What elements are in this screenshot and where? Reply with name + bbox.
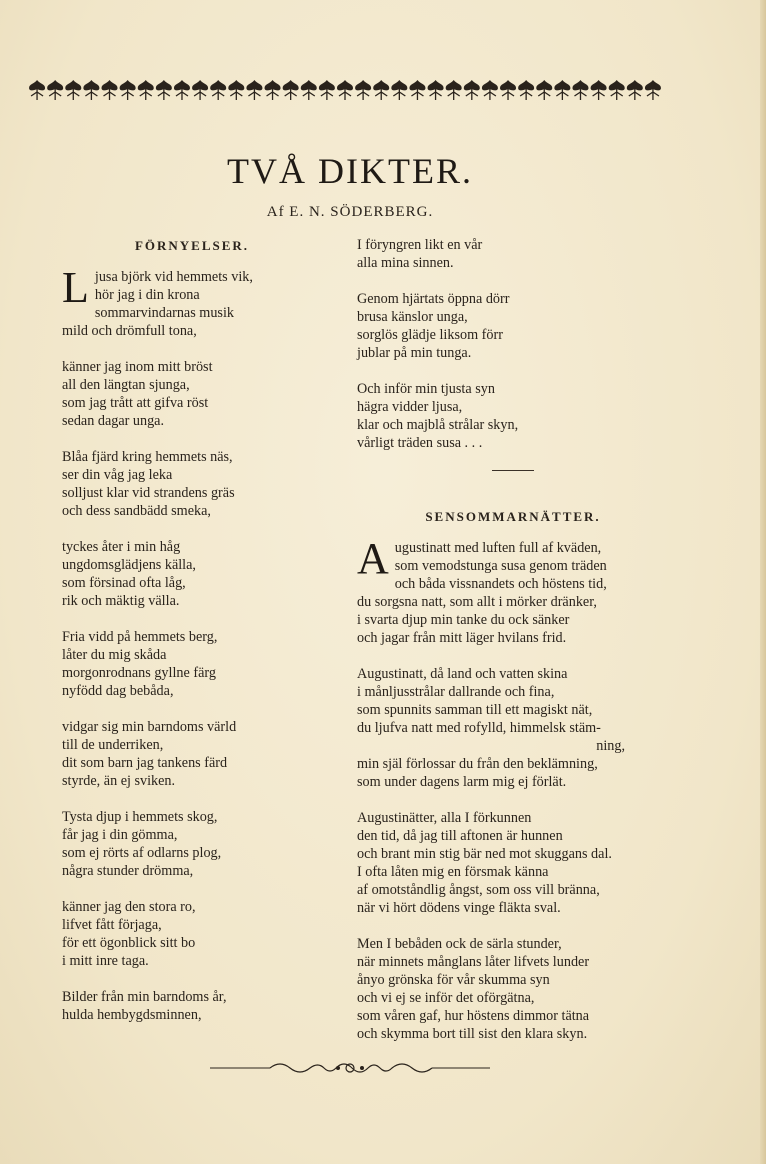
verse-line: vårligt träden susa . . . [357,435,483,451]
poem1-continued [357,236,669,452]
verse-line: du ljufva natt med rofylld, himmelsk stäm- [357,720,601,736]
fleuron-unit [156,80,172,100]
left-column [62,236,322,1042]
verse-line: Blåa fjärd kring hemmets näs, [62,449,233,465]
fleuron-unit [337,80,353,100]
verse-line: hulda hembygdsminnen, [62,1007,202,1023]
verse-line: rik och mäktig välla. [62,593,180,609]
verse-line: den tid, då jag till aftonen är hunnen [357,828,563,844]
verse-line: mild och drömfull tona, [62,323,197,339]
fleuron-border-icon [28,78,662,104]
fleuron-unit [355,80,371,100]
fleuron-unit [301,80,317,100]
stanza [62,538,322,610]
poem1-body [62,263,322,1024]
stanza [357,534,669,647]
verse-line: som ej rörts af odlarns plog, [62,845,222,861]
fleuron-unit [518,80,534,100]
fleuron-unit [192,80,208,100]
verse-line: sommarvindarnas musik [94,305,234,321]
right-column [357,236,669,1061]
drop-cap: A [357,534,389,583]
verse-line: min själ förlossar du från den beklämning, [357,756,598,772]
verse-line: ungdomsglädjens källa, [62,557,196,573]
fleuron-unit [174,80,190,100]
verse-line: i månljusstrålar dallrande och fina, [357,684,555,700]
verse-line: några stunder drömma, [62,863,194,879]
page-title: TVÅ DIKTER. [227,151,473,191]
verse-line: till de underriken, [62,737,164,753]
verse-line: Bilder från min barndoms år, [62,989,227,1005]
stanza [62,808,322,880]
verse-line: jusa björk vid hemmets vik, [94,269,253,285]
scroll-flourish-icon [210,1058,490,1078]
verse-line: när minnets månglans låter lifvets lunder [357,954,590,970]
fleuron-unit [591,80,607,100]
verse-line: dit som barn jag tankens färd [62,755,228,771]
fleuron-unit [283,80,299,100]
verse-line: som under dagens larm mig ej förlät. [357,774,567,790]
verse-line: som jag trått att gifva röst [62,395,209,411]
verse-line: du sorgsna natt, som allt i mörker dränker, [357,594,597,610]
verse-line: vidgar sig min barndoms värld [62,719,237,735]
poem2-body [357,534,669,1043]
stanza [62,718,322,790]
verse-line: som vemodstunga susa genom träden [394,558,607,574]
verse-line: tyckes åter i min håg [62,539,181,555]
fleuron-unit [391,80,407,100]
section-divider [492,470,534,471]
verse-line: ning, [596,738,625,754]
verse-line: solljust klar vid strandens gräs [62,485,235,501]
poem2-heading: SENSOMMARNÄTTER. [425,509,601,524]
fleuron-unit [482,80,498,100]
verse-line: alla mina sinnen. [357,255,454,271]
verse-line: ånyo grönska för vår skumma syn [357,972,550,988]
fleuron-unit [446,80,462,100]
verse-line: och jagar från mitt läger hvilans frid. [357,630,567,646]
fleuron-unit [29,80,45,100]
fleuron-unit [120,80,136,100]
fleuron-unit [228,80,244,100]
verse-line: Fria vidd på hemmets berg, [62,629,218,645]
fleuron-unit [47,80,63,100]
verse-line: klar och majblå strålar skyn, [357,417,519,433]
verse-line: Tysta djup i hemmets skog, [62,809,218,825]
fleuron-unit [102,80,118,100]
verse-line: känner jag inom mitt bröst [62,359,213,375]
fleuron-unit [265,80,281,100]
verse-line: I föryngren likt en vår [357,237,483,253]
fleuron-unit [645,80,661,100]
stanza [357,236,669,272]
verse-line: och vi ej se inför det oförgätna, [357,990,535,1006]
verse-line: och skymma bort till sist den klara skyn. [357,1026,588,1042]
verse-line: känner jag den stora ro, [62,899,196,915]
verse-line: af omotståndlig ångst, som oss vill bränna, [357,882,600,898]
stanza [62,263,322,340]
fleuron-unit [210,80,226,100]
verse-line: all den längtan sjunga, [62,377,190,393]
verse-line: ser din våg jag leka [62,467,173,483]
stanza [357,380,669,452]
stanza [357,290,669,362]
stanza [357,665,669,791]
poem1-heading: FÖRNYELSER. [134,238,250,253]
author-byline: Af E. N. SÖDERBERG. [266,204,434,220]
verse-line: Genom hjärtats öppna dörr [357,291,510,307]
fleuron-unit [609,80,625,100]
verse-line: och dess sandbädd smeka, [62,503,211,519]
verse-line: morgonrodnans gyllne färg [62,665,216,681]
verse-line: som spunnits samman till ett magiskt nät, [357,702,593,718]
stanza [357,809,669,917]
stanza [62,448,322,520]
stanza [62,988,322,1024]
verse-line: hägra vidder ljusa, [357,399,463,415]
verse-line: hör jag i din krona [94,287,200,303]
verse-line: Augustinatt, då land och vatten skina [357,666,568,682]
verse-line: får jag i din gömma, [62,827,178,843]
verse-line: brusa känslor unga, [357,309,468,325]
fleuron-unit [319,80,335,100]
verse-line: Augustinätter, alla I förkunnen [357,810,532,826]
verse-line: Men I bebåden ock de särla stunder, [357,936,562,952]
stanza [62,358,322,430]
fleuron-unit [83,80,99,100]
verse-line: som våren gaf, hur höstens dimmor tätna [357,1008,590,1024]
verse-line: och båda vissnandets och höstens tid, [394,576,607,592]
fleuron-unit [536,80,552,100]
verse-line: nyfödd dag bebåda, [62,683,174,699]
stanza [62,628,322,700]
verse-line: för ett ögonblick sitt bo [62,935,196,951]
verse-line: I ofta låten mig en försmak känna [357,864,549,880]
stanza [357,935,669,1043]
fleuron-unit [65,80,81,100]
verse-line: sedan dagar unga. [62,413,165,429]
fleuron-unit [554,80,570,100]
fleuron-unit [500,80,516,100]
verse-line: och brant min stig bär ned mot skuggans dal. [357,846,612,862]
verse-line: Och inför min tjusta syn [357,381,495,397]
verse-line: ugustinatt med luften full af kväden, [394,540,602,556]
drop-cap: L [62,263,89,312]
fleuron-unit [246,80,262,100]
fleuron-unit [428,80,444,100]
verse-line: jublar på min tunga. [357,345,472,361]
fleuron-unit [409,80,425,100]
verse-line: i mitt inre taga. [62,953,149,969]
verse-line: när vi hört dödens vinge fläkta sval. [357,900,561,916]
verse-line: låter du mig skåda [62,647,167,663]
fleuron-unit [627,80,643,100]
verse-line: sorglös glädje liksom förr [357,327,503,343]
verse-line: lifvet fått förjaga, [62,917,162,933]
fleuron-unit [138,80,154,100]
verse-line: i svarta djup min tanke du ock sänker [357,612,570,628]
page-edge [760,0,766,1164]
fleuron-unit [572,80,588,100]
fleuron-unit [373,80,389,100]
fleuron-unit [464,80,480,100]
verse-line: som försinad ofta låg, [62,575,186,591]
stanza [62,898,322,970]
verse-line: styrde, än ej sviken. [62,773,176,789]
